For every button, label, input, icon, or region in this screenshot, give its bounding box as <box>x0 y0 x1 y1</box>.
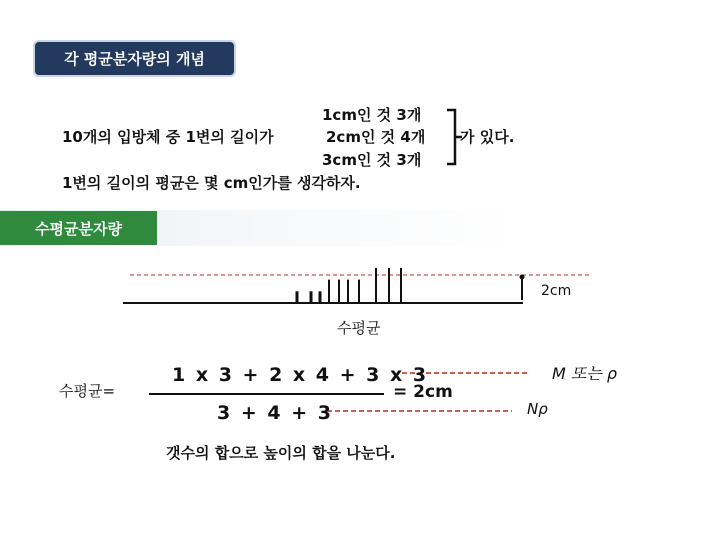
page-title: 각 평균분자량의 개념 <box>33 40 236 77</box>
intro-suffix: 가 있다. <box>460 128 515 146</box>
case-1cm: 1cm인 것 3개 <box>322 106 422 124</box>
formula-result: = 2cm <box>393 382 453 402</box>
scale-bar-top <box>520 275 525 280</box>
numerator-label: M 또는 ρ <box>552 364 618 383</box>
case-bracket <box>447 110 462 164</box>
intro-prefix: 10개의 입방체 중 1변의 길이가 <box>62 128 274 146</box>
case-2cm: 2cm인 것 4개 <box>326 128 426 146</box>
section-label: 수평균분자량 <box>0 211 157 245</box>
formula-numerator: 1 x 3 + 2 x 4 + 3 x 3 <box>172 364 429 386</box>
diagram-caption: 수평균 <box>337 319 381 337</box>
formula-lhs: 수평균= <box>59 382 116 400</box>
scale-label: 2cm <box>541 283 572 299</box>
formula-note: 갯수의 합으로 높이의 합을 나눈다. <box>166 444 396 462</box>
case-3cm: 3cm인 것 3개 <box>322 151 422 169</box>
intro-question: 1변의 길이의 평균은 몇 cm인가를 생각하자. <box>62 174 361 192</box>
formula-denominator: 3 + 4 + 3 <box>217 402 333 424</box>
denominator-label: Nρ <box>527 400 548 418</box>
